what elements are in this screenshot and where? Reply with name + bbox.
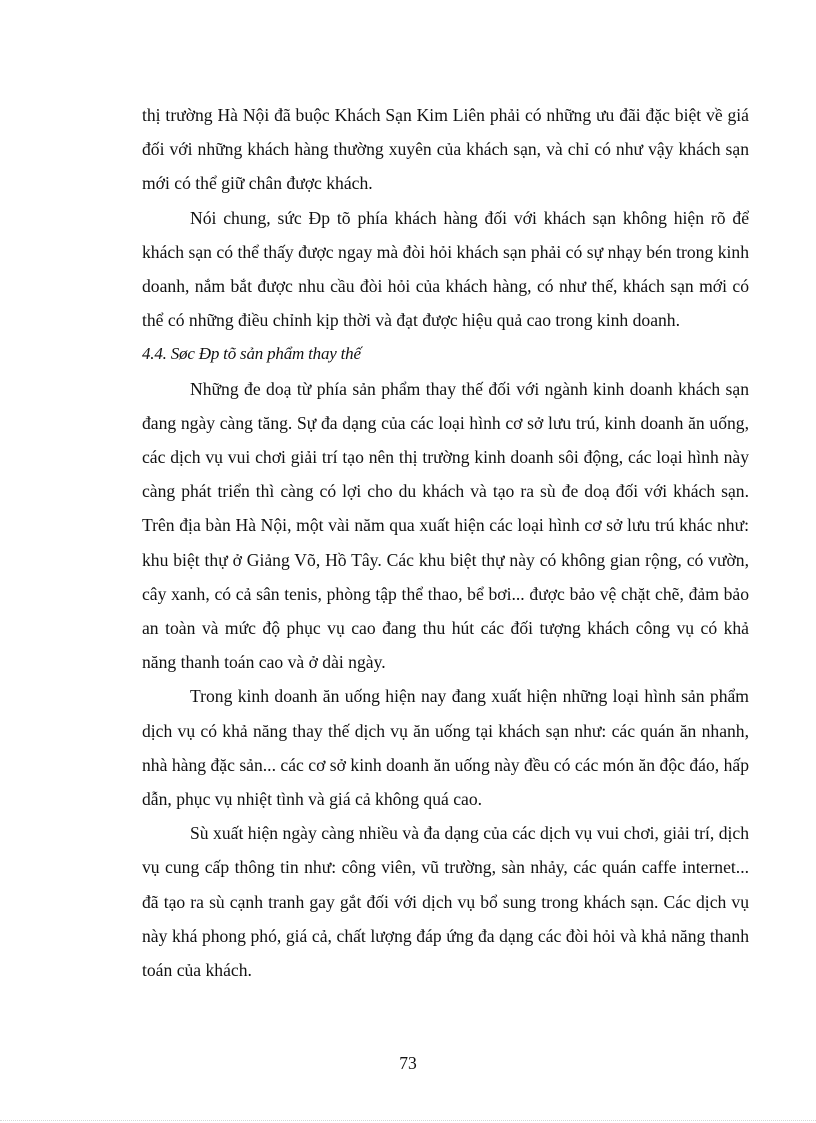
paragraph-1: thị trường Hà Nội đã buộc Khách Sạn Kim Liên phải có những ưu đãi đặc biệt về giá đối với những khách hàng thường xuyên của khách sạn, và chỉ có như vậy khách sạn mới có thể giữ chân được khách. — [142, 105, 749, 194]
body-text — [142, 98, 749, 987]
page-number: 73 — [399, 1053, 417, 1073]
paragraph-4: Trong kinh doanh ăn uống hiện nay đang xuất hiện những loại hình sản phẩm dịch vụ có khả năng thay thế dịch vụ ăn uống tại khách sạn như: các quán ăn nhanh, nhà hàng đặc sản... các cơ sở kinh doanh ăn uống này đều có các món ăn độc đáo, hấp dẫn, phục vụ nhiệt tình và giá cả không quá cao. — [142, 686, 749, 810]
section-heading: 4.4. Søc Ðp tõ sản phẩm thay thế — [142, 344, 361, 364]
paragraph-5: Sù xuất hiện ngày càng nhiều và đa dạng của các dịch vụ vui chơi, giải trí, dịch vụ cung cấp thông tin như: công viên, vũ trường, sàn nhảy, các quán caffe internet... đã tạo ra sù cạnh tranh gay gắt đối với dịch vụ bổ sung trong khách sạn. Các dịch vụ này khá phong phó, giá cả, chất lượng đáp ứng đa dạng các đòi hỏi và khả năng thanh toán của khách. — [142, 823, 749, 981]
paragraph-2: Nói chung, sức Đp tõ phía khách hàng đối với khách sạn không hiện rõ để khách sạn có thể thấy được ngay mà đòi hỏi khách sạn phải có sự nhạy bén trong kinh doanh, nắm bắt được nhu cầu đòi hỏi của khách hàng, có như thế, khách sạn mới có thể có những điều chỉnh kịp thời và đạt được hiệu quả cao trong kinh doanh. — [142, 207, 749, 331]
paragraph-3: Những đe doạ từ phía sản phẩm thay thế đối với ngành kinh doanh khách sạn đang ngày càng tăng. Sự đa dạng của các loại hình cơ sở lưu trú, kinh doanh ăn uống, các dịch vụ vui chơi giải trí tạo nên thị trường kinh doanh sôi động, các loại hình này càng phát triển thì càng có lợi cho du khách và tạo ra sù đe doạ đối với khách sạn. Trên địa bàn Hà Nội, một vài năm qua xuất hiện các loại hình cơ sở lưu trú khác như: khu biệt thự ở Giảng Võ, Hồ Tây. Các khu biệt thự này có không gian rộng, có vườn, cây xanh, có cả sân tenis, phòng tập thể thao, bể bơi... được bảo vệ chặt chẽ, đảm bảo an toàn và mức độ phục vụ cao đang thu hút các đối tượng khách công vụ có khả năng thanh toán cao và ở dài ngày. — [142, 378, 749, 673]
page-bottom-rule — [0, 1120, 816, 1121]
